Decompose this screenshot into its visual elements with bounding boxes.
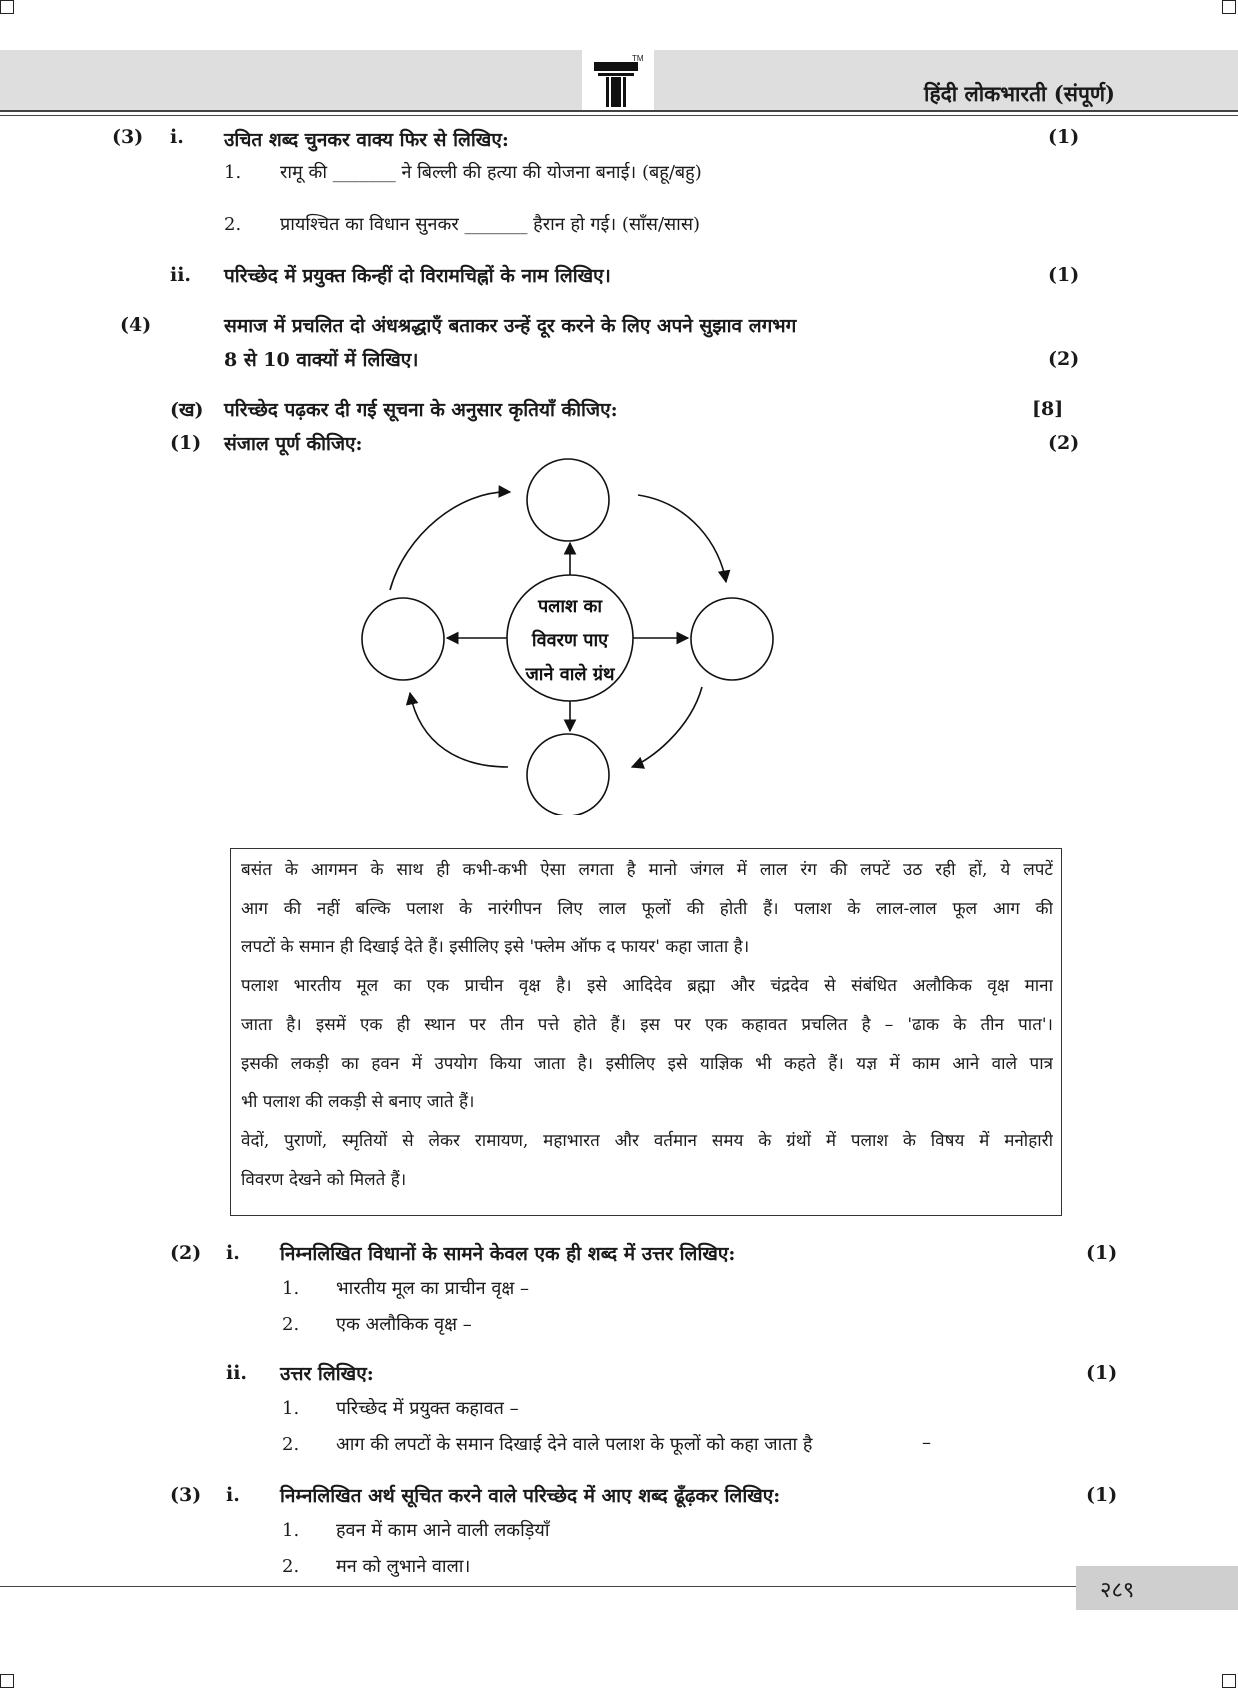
web-diagram (350, 445, 790, 815)
q4-marks: (2) (1048, 348, 1080, 370)
web-diagram-svg (350, 445, 790, 815)
footer-rule (0, 1586, 1238, 1587)
q4-line-1: समाज में प्रचलित दो अंधश्रद्धाएँ बताकर उन्हें दूर करने के लिए अपने सुझाव लगभग (224, 315, 797, 337)
q3-i-marks: (1) (1048, 126, 1080, 148)
kha-q1-instruction: संजाल पूर्ण कीजिए: (224, 433, 363, 455)
passage-line-9: विवरण देखने को मिलते हैं। (241, 1170, 407, 1190)
kha-q2-i-item-2-text: एक अलौकिक वृक्ष – (336, 1314, 472, 1335)
q3-ii-marks: (1) (1048, 264, 1080, 286)
q3-ii-instruction: परिच्छेद में प्रयुक्त किन्हीं दो विरामचिह्नों के नाम लिखिए। (224, 265, 611, 287)
section-kha-marks: [8] (1032, 398, 1064, 420)
right-answer-node (691, 598, 773, 680)
book-title: हिंदी लोकभारती (संपूर्ण) (924, 81, 1115, 106)
kha-q2-ii-item-2-text: आग की लपटों के समान दिखाई देने वाले पलाश के फूलों को कहा जाता है (336, 1434, 813, 1455)
kha-q3-i-item-1-num: 1. (282, 1520, 300, 1541)
kha-q1-number: (1) (170, 432, 202, 454)
arrow-right-to-bottom (632, 687, 702, 767)
q3-i-item-1-text: रामू की _______ ने बिल्ली की हत्या की योजना बनाई। (बहू/बहु) (280, 162, 702, 183)
q3-i-instruction: उचित शब्द चुनकर वाक्य फिर से लिखिए: (224, 129, 509, 151)
section-kha-instruction: परिच्छेद पढ़कर दी गई सूचना के अनुसार कृतियाँ कीजिए: (224, 399, 618, 421)
q4-line-2: 8 से 10 वाक्यों में लिखिए। (224, 349, 419, 371)
q3-i-label: i. (170, 126, 184, 148)
passage-line-7: भी पलाश की लकड़ी से बनाए जाते हैं। (241, 1092, 475, 1112)
arrow-left-to-top (390, 492, 510, 590)
page-number: २८९ (1100, 1578, 1135, 1603)
header-rule-thick (0, 110, 1238, 112)
passage-line-1: बसंत के आगमन के साथ ही कभी-कभी ऐसा लगता है मानो जंगल में लाल रंग की लपटें उठ रही हों, ये लपटें (241, 860, 1053, 880)
q3-i-item-2-num: 2. (224, 214, 242, 235)
kha-q2-ii-item-2-num: 2. (282, 1434, 300, 1455)
kha-q2-ii-item-1-num: 1. (282, 1398, 300, 1419)
top-answer-node (527, 459, 609, 541)
passage-line-2: आग की नहीं बल्कि पलाश के नारंगीपन लिए लाल फूलों की होती हैं। पलाश के लाल-लाल फूल आग की (241, 899, 1053, 919)
kha-q2-ii-instruction: उत्तर लिखिए: (280, 1363, 374, 1385)
q4-number: (4) (120, 314, 152, 336)
kha-q3-number: (3) (170, 1484, 202, 1506)
header-rule-thin (0, 115, 1238, 116)
passage-line-5: जाता है। इसमें एक ही स्थान पर तीन पत्ते होते हैं। इस पर एक कहावत प्रचलित है – 'ढाक के तीन पात'। (241, 1015, 1053, 1035)
kha-q2-ii-item-1-text: परिच्छेद में प्रयुक्त कहावत – (336, 1398, 519, 1419)
section-kha-label: (ख) (170, 399, 204, 421)
crop-mark-bottom-left (0, 1674, 14, 1688)
kha-q3-i-item-1-text: हवन में काम आने वाली लकड़ियाँ (336, 1520, 550, 1541)
center-label-line-3: जाने वाले ग्रंथ (525, 664, 615, 685)
q3-number: (3) (112, 126, 144, 148)
passage-line-3: लपटों के समान ही दिखाई देते हैं। इसीलिए इसे 'फ्लेम ऑफ द फायर' कहा जाता है। (241, 937, 750, 957)
bottom-answer-node (527, 734, 609, 815)
left-answer-node (362, 598, 444, 680)
passage-line-6: इसकी लकड़ी का हवन में उपयोग किया जाता है। इसीलिए इसे याज्ञिक भी कहते हैं। यज्ञ में काम आने वाले पात्र (241, 1054, 1053, 1074)
kha-q2-i-instruction: निम्नलिखित विधानों के सामने केवल एक ही शब्द में उत्तर लिखिए: (280, 1243, 736, 1265)
kha-q2-ii-label: ii. (226, 1362, 248, 1384)
kha-q3-i-label: i. (226, 1484, 240, 1506)
arrow-top-to-right (638, 495, 726, 582)
kha-q2-i-marks: (1) (1086, 1242, 1118, 1264)
kha-q3-i-item-2-text: मन को लुभाने वाला। (336, 1556, 471, 1577)
passage-box (230, 848, 1062, 1216)
kha-q2-i-label: i. (226, 1242, 240, 1264)
kha-q2-ii-marks: (1) (1086, 1362, 1118, 1384)
passage-line-8: वेदों, पुराणों, स्मृतियों से लेकर रामायण, महाभारत और वर्तमान समय के ग्रंथों में पलाश के विषय में मनोहारी (241, 1131, 1053, 1151)
q3-i-item-1-num: 1. (224, 162, 242, 183)
kha-q3-i-instruction: निम्नलिखित अर्थ सूचित करने वाले परिच्छेद में आए शब्द ढूँढ़कर लिखिए: (280, 1485, 781, 1507)
arrow-bottom-to-left (410, 693, 508, 767)
q3-ii-label: ii. (170, 264, 192, 286)
kha-q1-marks: (2) (1048, 432, 1080, 454)
crop-mark-bottom-right (1222, 1674, 1236, 1688)
crop-mark-top-left (0, 0, 14, 14)
kha-q2-i-item-1-text: भारतीय मूल का प्राचीन वृक्ष – (336, 1278, 530, 1299)
kha-q2-number: (2) (170, 1242, 202, 1264)
kha-q3-i-item-2-num: 2. (282, 1556, 300, 1577)
passage-line-4: पलाश भारतीय मूल का एक प्राचीन वृक्ष है। इसे आदिदेव ब्रह्मा और चंद्रदेव से संबंधित अलौकिक वृक्ष माना (241, 976, 1053, 996)
center-label-line-1: पलाश का (537, 596, 603, 617)
page-number-box (1076, 1566, 1238, 1610)
kha-q2-i-item-2-num: 2. (282, 1314, 300, 1335)
header-bar-left (0, 50, 582, 110)
kha-q3-i-marks: (1) (1086, 1484, 1118, 1506)
kha-q2-i-item-1-num: 1. (282, 1278, 300, 1299)
trademark-label: TM (632, 54, 644, 63)
center-label-line-2: विवरण पाए (531, 630, 609, 651)
kha-q2-ii-item-2-dash: – (922, 1432, 931, 1453)
publisher-logo (588, 52, 648, 110)
crop-mark-top-right (1222, 0, 1236, 14)
q3-i-item-2-text: प्रायश्चित का विधान सुनकर _______ हैरान हो गई। (साँस/सास) (280, 214, 701, 235)
